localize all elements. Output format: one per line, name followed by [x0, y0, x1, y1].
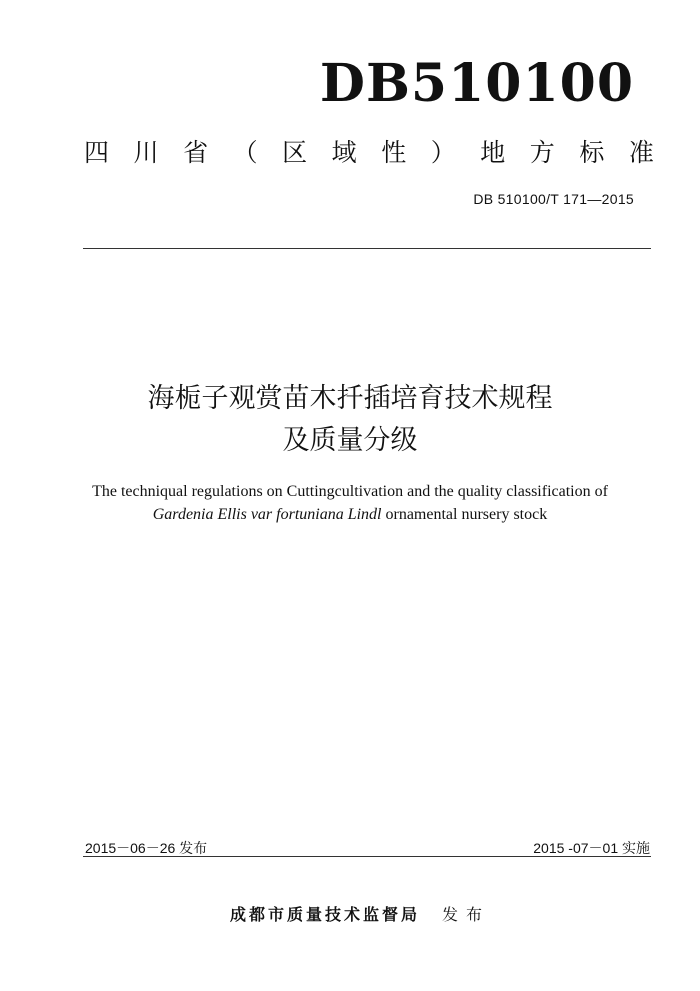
- english-title: [0, 480, 700, 526]
- standard-type-char: 域: [331, 138, 357, 167]
- chinese-title: [0, 378, 700, 462]
- standard-type-char: 省: [183, 138, 209, 167]
- implementation-date: 2015 -07－01 实施: [533, 840, 650, 856]
- bottom-divider: [83, 856, 651, 857]
- standard-type-char: 四: [84, 138, 110, 167]
- standard-type-char: 区: [282, 138, 308, 167]
- publisher-name: 成都市质量技术监督局: [230, 905, 421, 924]
- english-title-line-1: The techniqual regulations on Cuttingcultivation and the quality classification of: [92, 483, 608, 500]
- standard-type-char: （: [232, 138, 258, 167]
- top-divider: [83, 248, 651, 249]
- publisher: [230, 902, 490, 925]
- chinese-title-line-2: 及质量分级: [282, 425, 418, 456]
- standard-type-char: 地: [480, 138, 506, 167]
- english-title-line-2: [0, 503, 700, 526]
- standard-type-char: 性: [381, 138, 407, 167]
- standard-code: DB510100: [319, 53, 634, 114]
- standard-number: DB 510100/T 171—2015: [473, 191, 634, 207]
- standard-type-char: 川: [133, 138, 159, 167]
- standard-type-label: [84, 140, 654, 165]
- standard-type-char: 标: [579, 138, 605, 167]
- chinese-title-line-1: 海栀子观赏苗木扦插培育技术规程: [147, 383, 553, 414]
- standard-type-char: ）: [430, 138, 456, 167]
- standard-type-char: 准: [628, 138, 654, 167]
- publisher-action: 发布: [442, 905, 491, 924]
- standard-type-char: 方: [529, 138, 555, 167]
- species-latin-name: Gardenia Ellis var fortuniana Lindl: [152, 506, 382, 523]
- issue-date: 2015－06－26 发布: [85, 840, 208, 856]
- english-title-line-2-rest: ornamental nursery stock: [381, 506, 548, 523]
